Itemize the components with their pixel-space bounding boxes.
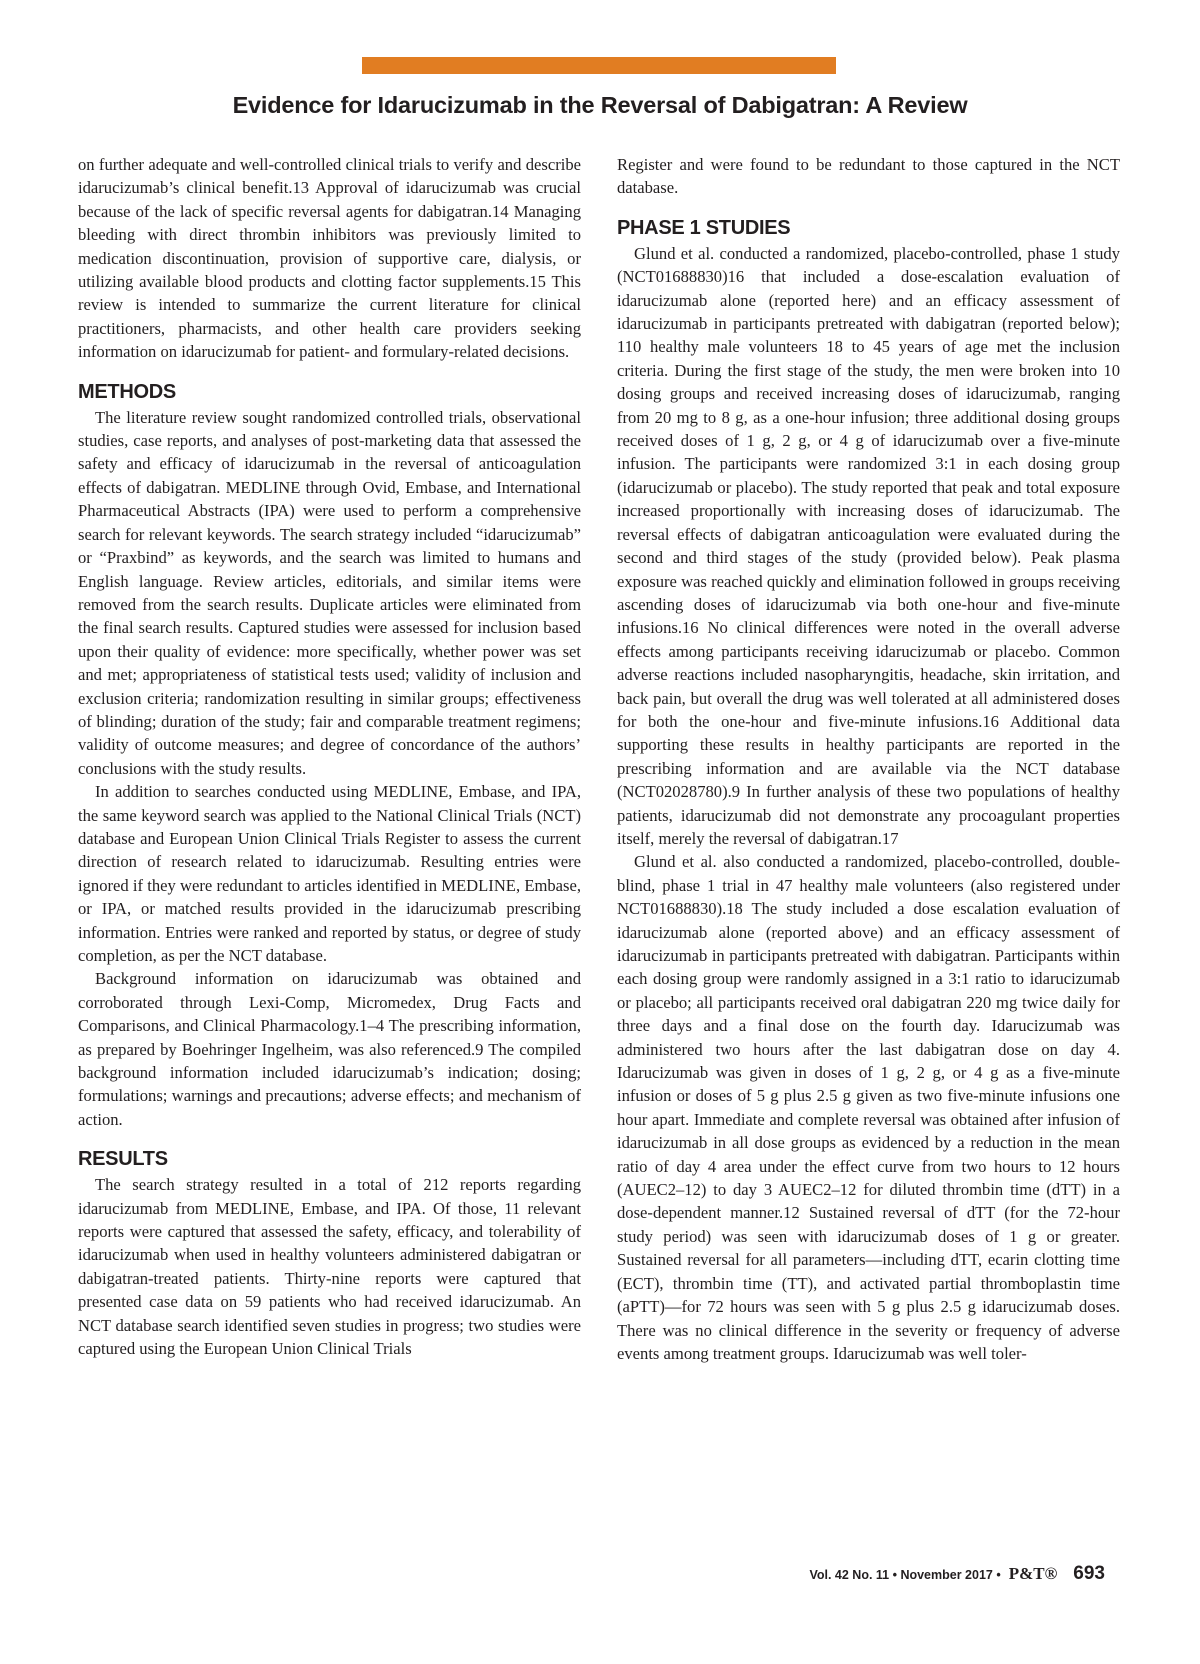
left-column (78, 153, 581, 1361)
page-number: 693 (1073, 1563, 1105, 1584)
methods-paragraph-2: In addition to searches conducted using MEDLINE, Embase, and IPA, the same keyword search was applied to the National Clinical Trials (NCT) database and European Union Clinical Trials Register to assess the current direction of research related to idarucizumab. Resulting entries were ignored if they were redundant to articles identified in MEDLINE, Embase, or IPA, or matched results provided in the idarucizumab prescribing information. Entries were ranked and reported by status, or degree of study completion, as per the NCT database. (78, 782, 581, 965)
right-column (617, 153, 1120, 1365)
header-accent-bar (362, 57, 836, 74)
results-paragraph-1: The search strategy resulted in a total of 212 reports regarding idarucizumab from MEDLINE, Embase, and IPA. Of those, 11 relevant reports were captured that assessed the safety, efficacy, and tolerability of idarucizumab when used in healthy volunteers administered dabigatran or dabigatran-treated patients. Thirty-nine reports were captured that presented case data on 59 patients who had received idarucizumab. An NCT database search identified seven studies in progress; two studies were captured using the European Union Clinical Trials (78, 1175, 581, 1359)
footer-citation: Vol. 42 No. 11 • November 2017 • (809, 1568, 1001, 1582)
methods-paragraph-1: The literature review sought randomized controlled trials, observational studies, case reports, and analyses of post-marketing data that assessed the safety and efficacy of idarucizumab in the reversal of anticoagulation effects of dabigatran. MEDLINE through Ovid, Embase, and International Pharmaceutical Abstracts (IPA) were used to perform a comprehensive search for relevant keywords. The search strategy included “idarucizumab” or “Praxbind” as keywords, and the search was limited to humans and English language. Review articles, editorials, and similar items were removed from the search results. Duplicate articles were eliminated from the final search results. Captured studies were assessed for inclusion based upon their quality of evidence: more specifically, whether power was set and met; appropriateness of statistical tests used; validity of inclusion and exclusion criteria; randomization resulting in similar groups; effectiveness of blinding; duration of the study; fair and comparable treatment regimens; validity of outcome measures; and degree of concordance of the authors’ conclusions with the study results. (78, 407, 581, 778)
methods-paragraph-3: Background information on idarucizumab was obtained and corroborated through Lexi-Comp, Micromedex, Drug Facts and Comparisons, and Clinical Pharmacology.1–4 The prescribing information, as prepared by Boehringer Ingelheim, was also referenced.9 The compiled background information included idarucizumab’s indication; dosing; formulations; warnings and precautions; adverse effects; and mechanism of action. (78, 969, 581, 1129)
continued-paragraph: Register and were found to be redundant to those captured in the NCT database. (617, 155, 1120, 198)
results-heading: RESULTS (78, 1148, 168, 1171)
phase1-paragraph-2: Glund et al. also conducted a randomized, placebo-controlled, double-blind, phase 1 trial in 47 healthy male volunteers (also registered under NCT01688830).18 The study included a dose escalation evaluation of idarucizumab alone (reported above) and an efficacy assessment of idarucizumab in participants pretreated with dabigatran. Participants within each dosing group were randomly assigned in a 3:1 ratio to idarucizumab or placebo; all participants received oral dabigatran 220 mg twice daily for three days and a final dose on the fourth day. Idarucizumab was administered two hours after the last dabigatran dose on day 4. Idarucizumab was given in doses of 1 g, 2 g, or 4 g as a five-minute infusion or doses of 5 g plus 2.5 g given as two five-minute infusions one hour apart. Immediate and complete reversal was obtained after infusion of idarucizumab in all dose groups as evidenced by a reduction in the mean ratio of day 4 area under the effect curve from two hours to 12 hours (AUEC2–12) to day 3 AUEC2–12 for diluted thrombin time (dTT) in a dose-dependent manner.12 Sustained reversal of dTT (for the 72-hour study period) was seen with idarucizumab doses of 1 g or greater. Sustained reversal for all parameters—including dTT, ecarin clotting time (ECT), thrombin time (TT), and activated partial thromboplastin time (aPTT)—for 72 hours was seen with 5 g plus 2.5 g idarucizumab doses. There was no clinical difference in the severity or frequency of adverse events among treatment groups. Idarucizumab was well toler- (617, 852, 1120, 1363)
page-title: Evidence for Idarucizumab in the Reversal of Dabigatran: A Review (232, 92, 968, 118)
page-footer (809, 1563, 1105, 1585)
phase1-paragraph-1: Glund et al. conducted a randomized, placebo-controlled, phase 1 study (NCT01688830)16 that included a dose-escalation evaluation of idarucizumab alone (reported here) and an efficacy assessment of idarucizumab in participants pretreated with dabigatran (reported below); 110 healthy male volunteers 18 to 45 years of age met the inclusion criteria. During the first stage of the study, the men were broken into 10 dosing groups and received increasing doses of idarucizumab, ranging from 20 mg to 8 g, as a one-hour infusion; three additional dosing groups received doses of 1 g, 2 g, or 4 g of idarucizumab over a five-minute infusion. The participants were randomized 3:1 in each dosing group (idarucizumab or placebo). The study reported that peak and total exposure increased proportionally with increasing doses of idarucizumab. The reversal effects of dabigatran anticoagulation were evaluated during the second and third stages of the study (provided below). Peak plasma exposure was reached quickly and elimination followed in groups receiving ascending doses of idarucizumab via both one-hour and five-minute infusions.16 No clinical differences were noted in the overall adverse effects among participants receiving idarucizumab or placebo. Common adverse reactions included nasopharyngitis, headache, skin irritation, and back pain, but overall the drug was well tolerated at all administered doses for both the one-hour and five-minute infusions.16 Additional data supporting these results in healthy participants are reported in the prescribing information and are available via the NCT database (NCT02028780).9 In further analysis of these two populations of healthy patients, idarucizumab did not demonstrate any procoagulant properties itself, merely the reversal of dabigatran.17 (617, 243, 1120, 848)
phase1-heading: PHASE 1 STUDIES (617, 216, 791, 239)
footer-journal: P&T® (1008, 1564, 1058, 1583)
intro-paragraph: on further adequate and well-controlled clinical trials to verify and describe idarucizumab’s clinical benefit.13 Approval of idarucizumab was crucial because of the lack of specific reversal agents for dabigatran.14 Managing bleeding with direct thrombin inhibitors was previously limited to medication discontinuation, provision of supportive care, dialysis, or utilizing available blood products and clotting factor supplements.15 This review is intended to summarize the current literature for clinical practitioners, pharmacists, and other health care providers seeking information on idarucizumab for patient- and formulary-related decisions. (78, 155, 581, 362)
methods-heading: METHODS (78, 380, 176, 403)
